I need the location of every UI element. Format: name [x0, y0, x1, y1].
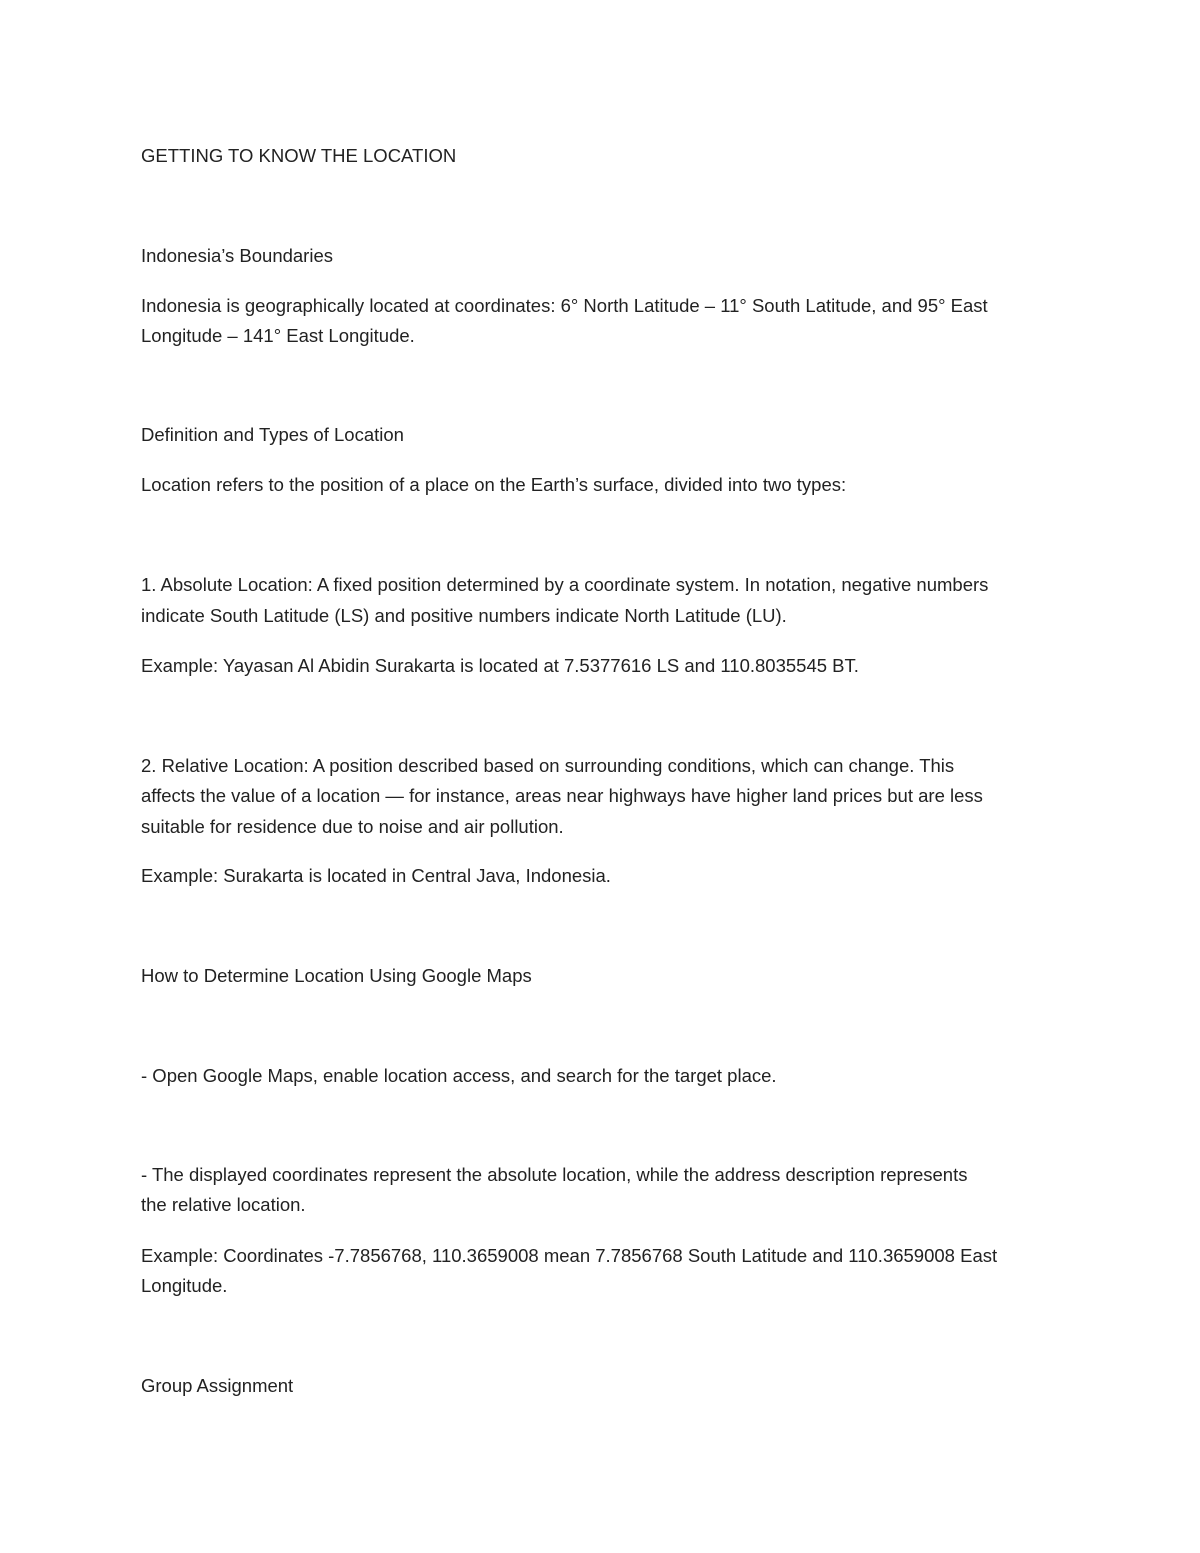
section-heading-definition: Definition and Types of Location — [141, 424, 404, 445]
definition-intro: Location refers to the position of a place on the Earth’s surface, divided into two types: — [141, 474, 847, 495]
boundaries-text-line-1: Indonesia is geographically located at coordinates: 6° North Latitude – 11° South Latitude, and 95° East — [141, 295, 988, 316]
section-heading-boundaries: Indonesia’s Boundaries — [141, 245, 333, 266]
section-heading-google-maps: How to Determine Location Using Google Maps — [141, 965, 532, 986]
relative-location-line-2: affects the value of a location — for instance, areas near highways have higher land prices but are less — [141, 785, 983, 806]
absolute-location-line-2: indicate South Latitude (LS) and positive numbers indicate North Latitude (LU). — [141, 605, 787, 626]
google-maps-step-2-line-2: the relative location. — [141, 1194, 306, 1215]
relative-location-example: Example: Surakarta is located in Central Java, Indonesia. — [141, 865, 611, 886]
absolute-location-example: Example: Yayasan Al Abidin Surakarta is located at 7.5377616 LS and 110.8035545 BT. — [141, 655, 859, 676]
google-maps-example-line-2: Longitude. — [141, 1275, 228, 1296]
section-heading-group-assignment: Group Assignment — [141, 1375, 294, 1396]
document-title: GETTING TO KNOW THE LOCATION — [141, 145, 457, 166]
boundaries-text-line-2: Longitude – 141° East Longitude. — [141, 325, 415, 346]
relative-location-line-3: suitable for residence due to noise and air pollution. — [141, 816, 564, 837]
absolute-location-line-1: 1. Absolute Location: A fixed position determined by a coordinate system. In notation, negative numbers — [141, 574, 989, 595]
relative-location-line-1: 2. Relative Location: A position described based on surrounding conditions, which can change. This — [141, 755, 955, 776]
google-maps-step-2-line-1: - The displayed coordinates represent the absolute location, while the address description represents — [141, 1164, 968, 1185]
google-maps-example-line-1: Example: Coordinates -7.7856768, 110.3659008 mean 7.7856768 South Latitude and 110.3659008 East — [141, 1245, 998, 1266]
google-maps-step-1: - Open Google Maps, enable location access, and search for the target place. — [141, 1065, 777, 1086]
